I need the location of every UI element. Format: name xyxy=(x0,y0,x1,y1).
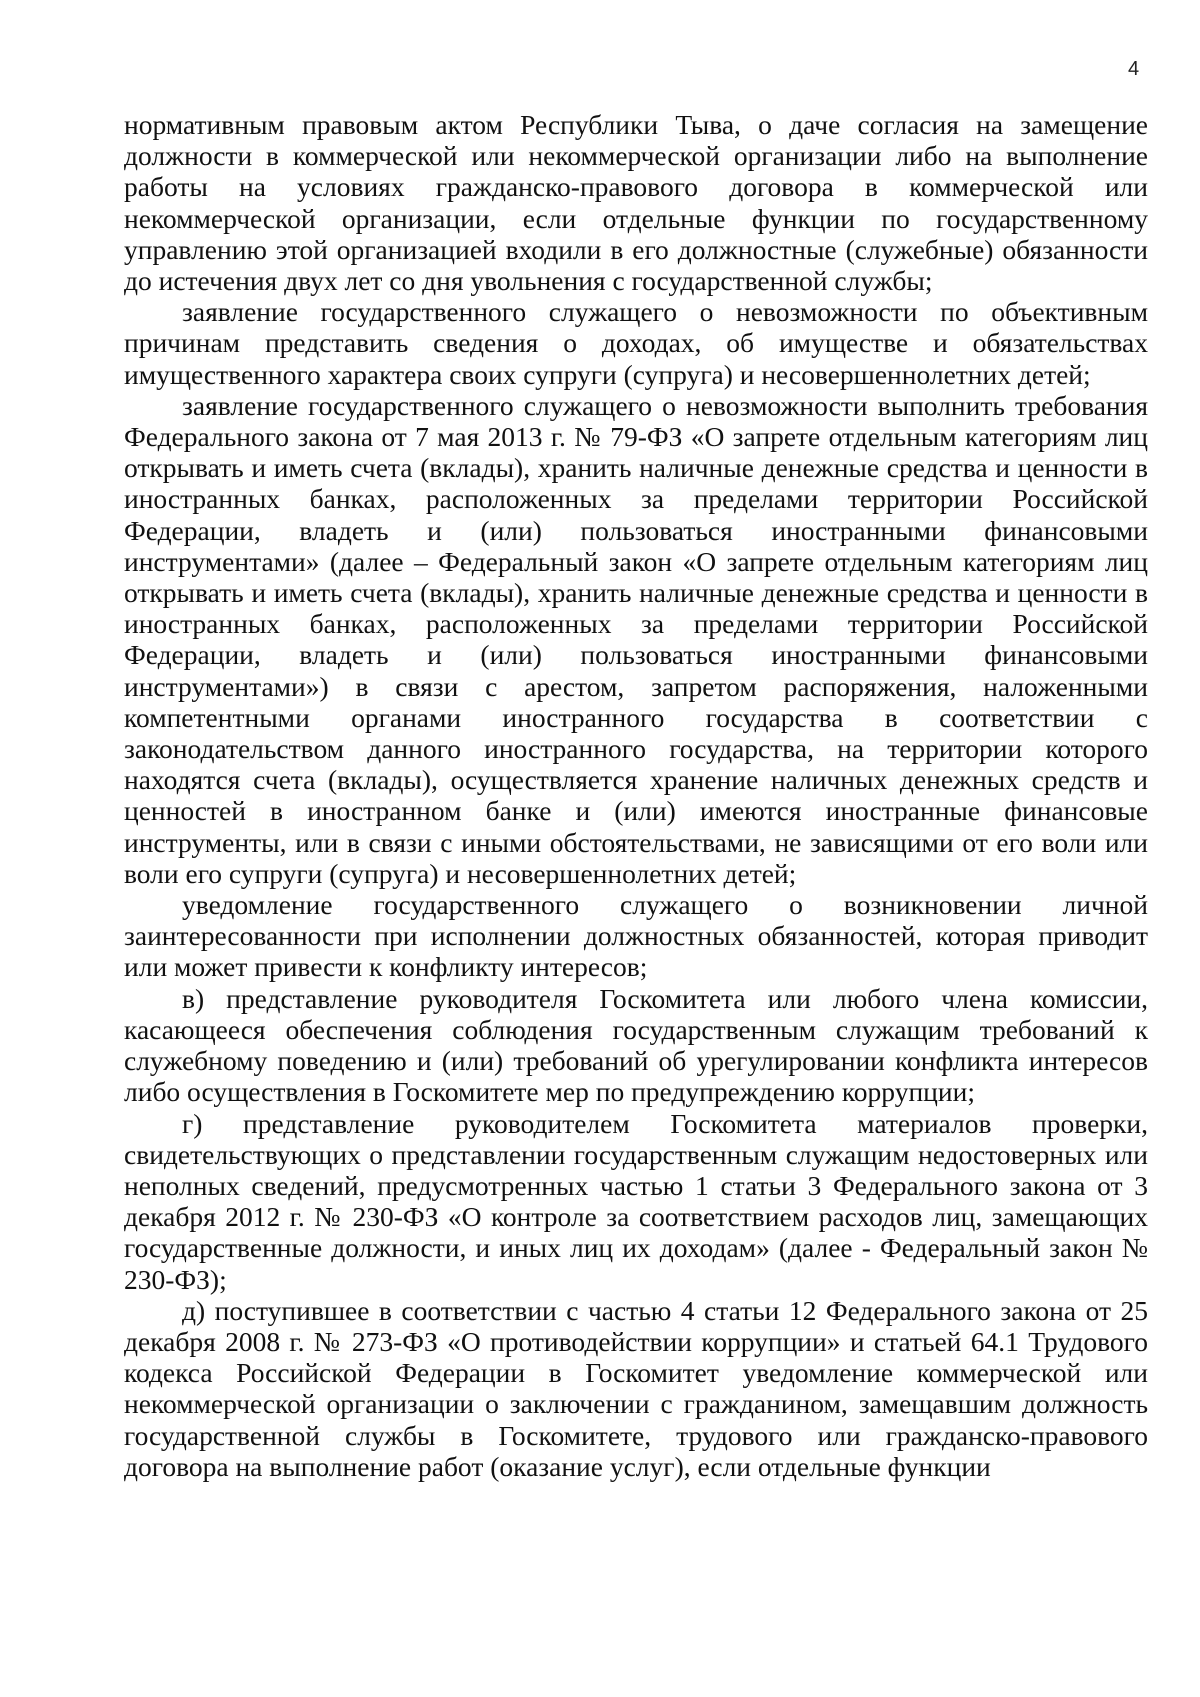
paragraph-notice-conflict-of-interest: уведомление государственного служащего о возникновении личной заинтересованности при исполнении должностных обязанностей, которая приводит или может привести к конфликту интересов; xyxy=(124,889,1148,983)
document-body xyxy=(124,109,1148,1482)
paragraph-continuation-consent: нормативным правовым актом Республики Тыва, о даче согласия на замещение должности в коммерческой или некоммерческой организации либо на выполнение работы на условиях гражданско-правового договора в коммерческой или некоммерческой организации, если отдельные функции по государственному управлению этой организацией входили в его должностные (служебные) обязанности до истечения двух лет со дня увольнения с государственной службы; xyxy=(124,109,1148,297)
paragraph-item-v: в) представление руководителя Госкомитета или любого члена комиссии, касающееся обеспечения соблюдения государственным служащим требований к служебному поведению и (или) требований об урегулировании конфликта интересов либо осуществления в Госкомитете мер по предупреждению коррупции; xyxy=(124,982,1148,1108)
page-number: 4 xyxy=(1128,58,1140,80)
paragraph-statement-income-info: заявление государственного служащего о невозможности по объективным причинам представить сведения о доходах, об имуществе и обязательствах имущественного характера своих супруги (супруга) и несовершеннолетних детей; xyxy=(124,296,1148,390)
paragraph-statement-foreign-accounts: заявление государственного служащего о невозможности выполнить требования Федерального закона от 7 мая 2013 г. № 79-ФЗ «О запрете отдельным категориям лиц открывать и иметь счета (вклады), хранить наличные денежные средства и ценности в иностранных банках, расположенных за пределами территории Российской Федерации, владеть и (или) пользоваться иностранными финансовыми инструментами» (далее – Федеральный закон «О запрете отдельным категориям лиц открывать и иметь счета (вклады), хранить наличные денежные средства и ценности в иностранных банках, расположенных за пределами территории Российской Федерации, владеть и (или) пользоваться иностранными финансовыми инструментами») в связи с арестом, запретом распоряжения, наложенными компетентными органами иностранного государства в соответствии с законодательством данного иностранного государства, на территории которого находятся счета (вклады), осуществляется хранение наличных денежных средств и ценностей в иностранном банке и (или) имеются иностранные финансовые инструменты, или в связи с иными обстоятельствами, не зависящими от его воли или воли его супруги (супруга) и несовершеннолетних детей; xyxy=(124,389,1148,889)
paragraph-item-g: г) представление руководителем Госкомитета материалов проверки, свидетельствующих о представлении государственным служащим недостоверных или неполных сведений, предусмотренных частью 1 статьи 3 Федерального закона от 3 декабря 2012 г. № 230-ФЗ «О контроле за соответствием расходов лиц, замещающих государственные должности, и иных лиц их доходам» (далее - Федеральный закон № 230-ФЗ); xyxy=(124,1107,1148,1295)
paragraph-item-d: д) поступившее в соответствии с частью 4 статьи 12 Федерального закона от 25 декабря 2008 г. № 273-ФЗ «О противодействии коррупции» и статьей 64.1 Трудового кодекса Российской Федерации в Госкомитет уведомление коммерческой или некоммерческой организации о заключении с гражданином, замещавшим должность государственной службы в Госкомитете, трудового или гражданско-правового договора на выполнение работ (оказание услуг), если отдельные функции xyxy=(124,1294,1148,1482)
